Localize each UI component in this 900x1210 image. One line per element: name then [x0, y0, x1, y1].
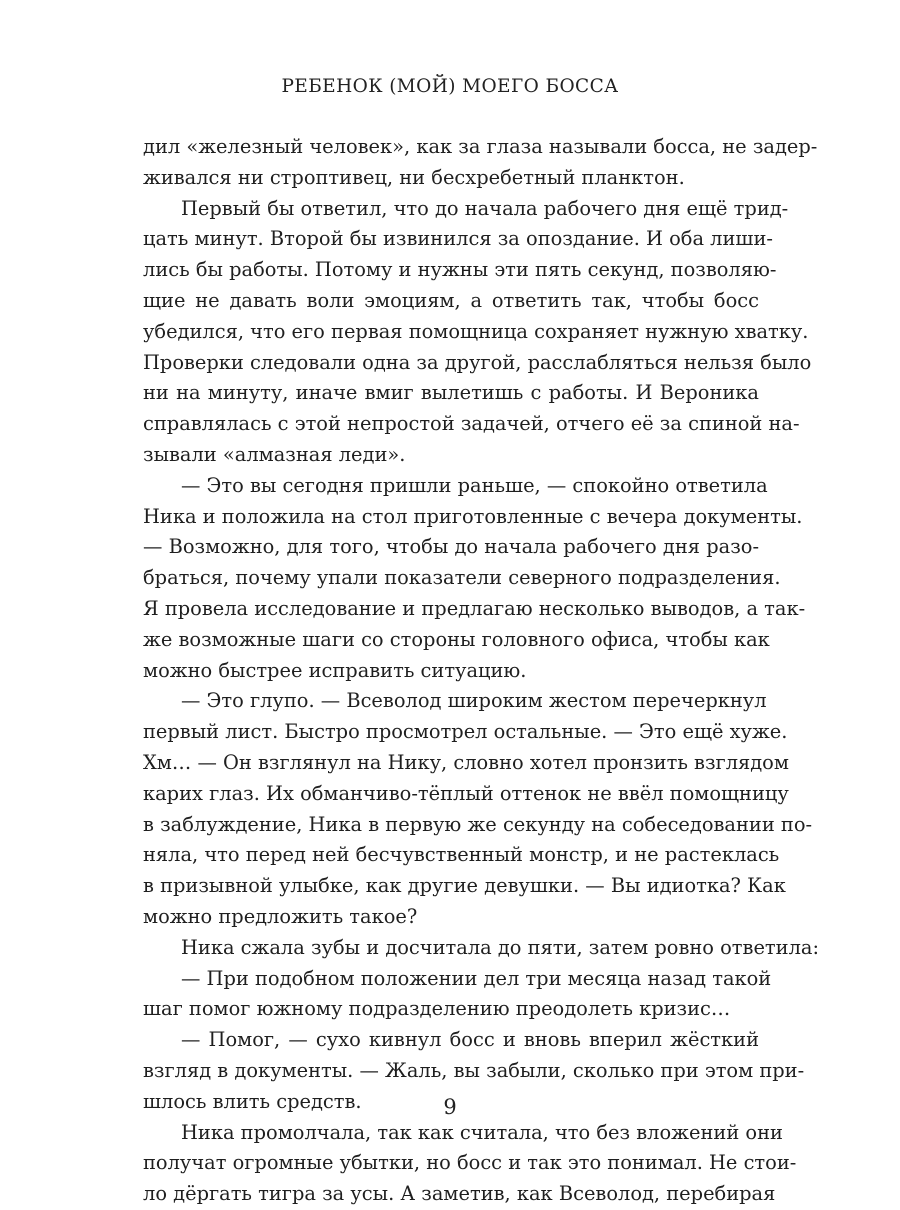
- text-line: Ника сжала зубы и досчитала до пяти, затем ровно ответила:: [181, 935, 819, 959]
- text-line: Ника и положила на стол приготовленные с вечера документы.: [143, 504, 803, 528]
- text-line: няла, что перед ней бесчувственный монстр, и не растеклась: [143, 843, 780, 867]
- text-line: живался ни строптивец, ни бесхребетный планктон.: [143, 165, 685, 189]
- text-line: же возможные шаги со стороны головного офиса, чтобы как: [143, 627, 770, 651]
- text-line: взгляд в документы. — Жаль, вы забыли, сколько при этом при-: [143, 1058, 805, 1082]
- text-line: ни на минуту, иначе вмиг вылетишь с работы. И Вероника: [143, 381, 759, 405]
- page-number: 9: [443, 1095, 457, 1119]
- text-line: шлось влить средств.: [143, 1089, 362, 1113]
- text-line: можно быстрее исправить ситуацию.: [143, 658, 527, 682]
- text-line: ло дёргать тигра за усы. А заметив, как Всеволод, перебирая: [143, 1182, 776, 1206]
- text-line: карих глаз. Их обманчиво-тёплый оттенок не ввёл помощницу: [143, 781, 789, 805]
- body-text: [143, 132, 819, 1210]
- text-line: — Это глупо. — Всеволод широким жестом перечеркнул: [181, 689, 767, 713]
- text-line: зывали «алмазная леди».: [143, 442, 406, 466]
- running-header: РЕБЕНОК (МОЙ) МОЕГО БОССА: [281, 76, 619, 97]
- text-line: в призывной улыбке, как другие девушки. — Вы идиотка? Как: [143, 874, 786, 898]
- text-line: Хм… — Он взглянул на Нику, словно хотел пронзить взглядом: [143, 750, 789, 774]
- text-line: Я провела исследование и предлагаю несколько выводов, а так-: [143, 596, 806, 620]
- text-line: Ника промолчала, так как считала, что без вложений они: [181, 1120, 783, 1144]
- text-line: в заблуждение, Ника в первую же секунду на собеседовании по-: [143, 812, 813, 836]
- text-line: Первый бы ответил, что до начала рабочего дня ещё трид-: [181, 196, 789, 220]
- text-line: браться, почему упали показатели северного подразделения.: [143, 566, 781, 590]
- text-line: шаг помог южному подразделению преодолеть кризис…: [143, 997, 731, 1021]
- text-line: — Помог, — сухо кивнул босс и вновь вперил жёсткий: [181, 1028, 759, 1052]
- text-line: щие не давать воли эмоциям, а ответить так, чтобы босс: [143, 288, 759, 312]
- text-line: получат огромные убытки, но босс и так это понимал. Не стои-: [143, 1151, 797, 1175]
- text-line: лись бы работы. Потому и нужны эти пять секунд, позволяю-: [143, 258, 777, 282]
- text-line: можно предложить такое?: [143, 904, 418, 928]
- text-line: первый лист. Быстро просмотрел остальные. — Это ещё хуже.: [143, 720, 788, 744]
- text-line: Проверки следовали одна за другой, расслабляться нельзя было: [143, 350, 812, 374]
- text-line: дил «железный человек», как за глаза называли босса, не задер-: [143, 135, 818, 158]
- text-line: — При подобном положении дел три месяца назад такой: [181, 966, 772, 990]
- text-line: — Возможно, для того, чтобы до начала рабочего дня разо-: [143, 535, 759, 559]
- text-line: убедился, что его первая помощница сохраняет нужную хватку.: [143, 319, 809, 343]
- text-line: — Это вы сегодня пришли раньше, — спокойно ответила: [181, 473, 768, 497]
- text-line: справлялась с этой непростой задачей, отчего её за спиной на-: [143, 412, 800, 436]
- text-line: цать минут. Второй бы извинился за опоздание. И оба лиши-: [143, 227, 773, 251]
